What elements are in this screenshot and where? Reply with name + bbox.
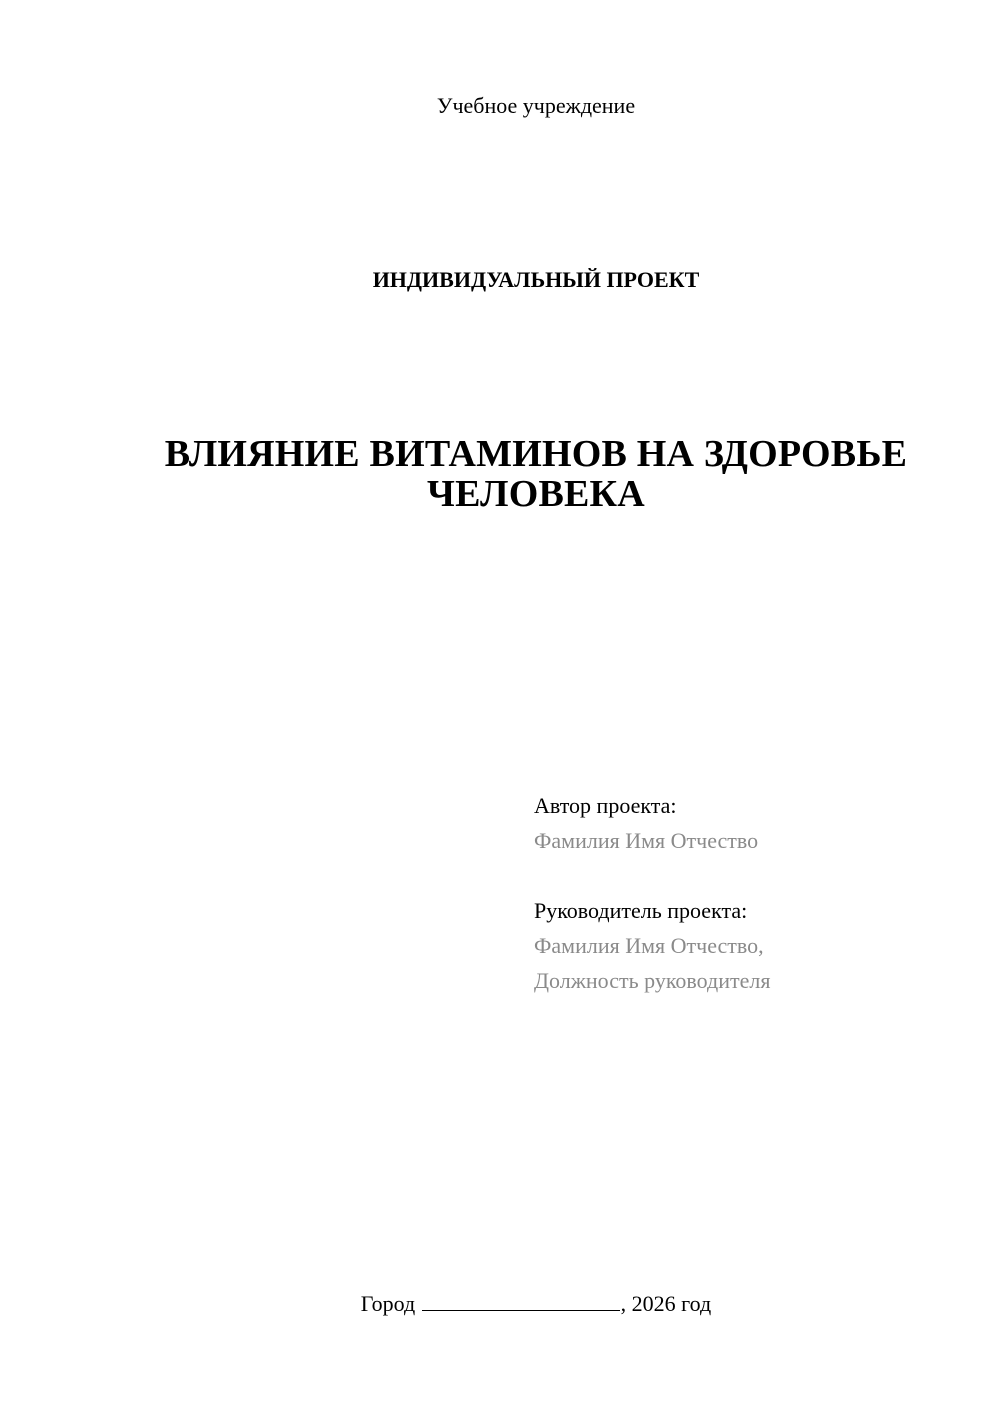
supervisor-name: Фамилия Имя Отчество, (534, 933, 764, 958)
supervisor-position: Должность руководителя (534, 968, 771, 993)
author-label: Автор проекта: (534, 793, 677, 818)
author-name: Фамилия Имя Отчество (534, 828, 759, 853)
supervisor-label: Руководитель проекта: (534, 898, 748, 923)
project-title-line-1: ВЛИЯНИЕ ВИТАМИНОВ НА ЗДОРОВЬЕ (164, 433, 908, 475)
project-title-line-2: ЧЕЛОВЕКА (427, 473, 645, 515)
spacer (534, 858, 964, 893)
footer-city: Город (360, 1291, 416, 1316)
institution-name: Учебное учреждение (436, 93, 636, 118)
footer-city-year (0, 1290, 1000, 1318)
footer-year: , 2026 год (620, 1291, 712, 1316)
city-blank-line (422, 1290, 620, 1311)
project-title (100, 434, 972, 514)
project-info-block (534, 788, 964, 998)
document-type: ИНДИВИДУАЛЬНЫЙ ПРОЕКТ (372, 267, 700, 292)
